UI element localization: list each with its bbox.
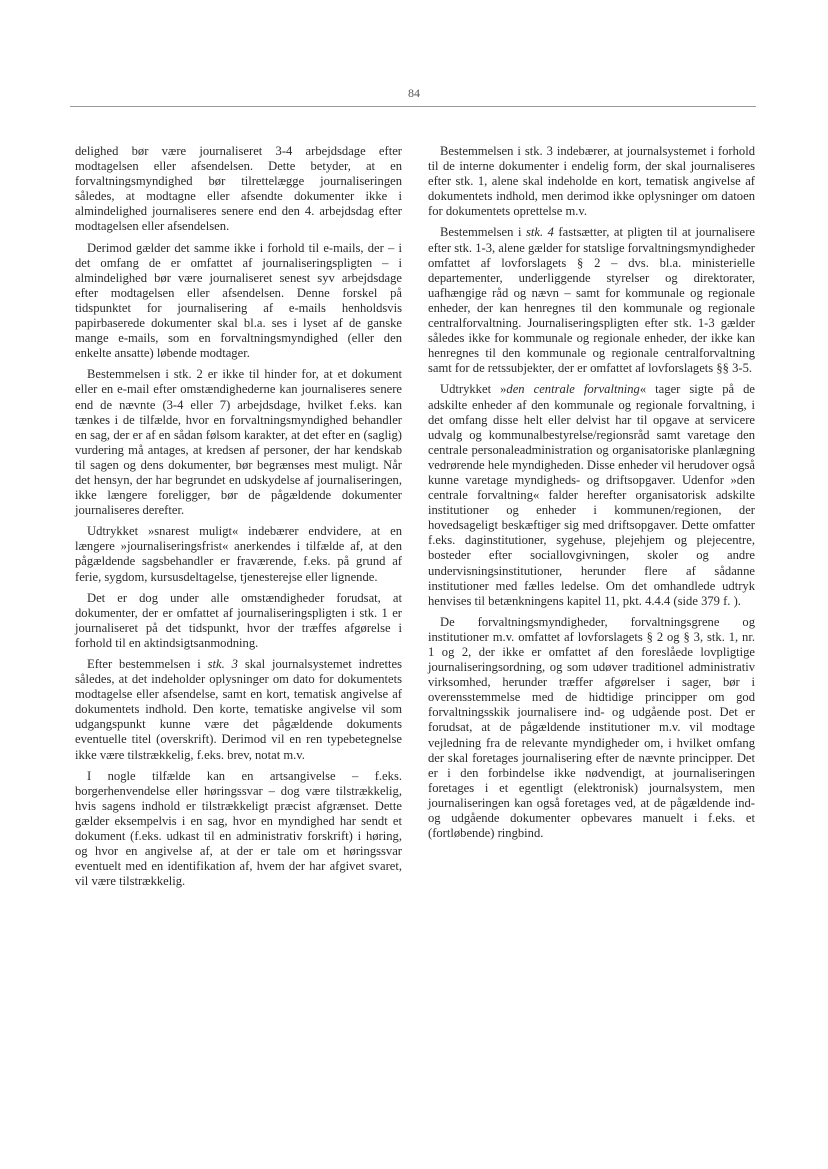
paragraph: Det er dog under alle omstændigheder forudsat, at dokumenter, der er omfattet af journaliseringspligten i stk. 1 er journaliseret på det tidspunkt, hvor der træffes afgørelse i forhold til en aktindsigtsanmodning. xyxy=(75,590,402,650)
text-run: Udtrykket » xyxy=(440,382,507,397)
paragraph: delighed bør være journaliseret 3-4 arbejdsdage efter modtagelsen eller afsendelsen. Dette betyder, at en forvaltningsmyndighed bør tilrettelægge journaliseringen således, at modtagne eller afsendte dokumenter ikke i almindelighed journaliseres senere end den 4. arbejdsdag efter modtagelsen eller afsendelsen. xyxy=(75,144,402,234)
paragraph: I nogle tilfælde kan en artsangivelse – f.eks. borgerhenvendelse eller høringssvar – dog være tilstrækkelig, hvis sagens indhold er tilstrækkeligt præcist afgrænset. Dette gælder eksempelvis i en sag, hvor en myndighed har sendt et dokument (f.eks. udkast til en administrativ forskrift) i høring, og hvor en angivelse af, at der er tale om et høringssvar eventuelt med en identifikation af, hvem der har afgivet svaret, vil være tilstrækkelig. xyxy=(75,768,402,889)
right-column xyxy=(428,144,755,847)
paragraph: Bestemmelsen i stk. 2 er ikke til hinder for, at et dokument eller en e-mail efter omstændighederne kan journaliseres senere end de nævnte (3-4 eller 7) arbejdsdage, hvilket f.eks. kan tænkes i de tilfælde, hvor en forvaltningsmyndighed behandler en sag, der er af en sådan følsom karakter, at det efter en (saglig) vurdering må antages, at kredsen af personer, der har kendskab til sagen og dens dokumenter, bør begrænses mest muligt. Når det hensyn, der har begrundet en udskydelse af journaliseringen, ikke længere foreligger, bør de pågældende dokumenter journaliseres derefter. xyxy=(75,367,402,518)
paragraph: Derimod gælder det samme ikke i forhold til e-mails, der – i det omfang de er omfattet af journaliseringspligten – i almindelighed bør være journaliseret senest syv arbejdsdage efter modtagelsen eller afsendelsen. Denne forskel på tidspunktet for journalisering af e-mails henholdsvis papirbaserede dokumenter skal bl.a. ses i lyset af de ganske mange e-mails, som en forvaltningsmyndighed (eller den enkelte ansatte) løbende modtager. xyxy=(75,240,402,361)
paragraph xyxy=(428,382,755,608)
page-number: 84 xyxy=(408,86,420,100)
left-column xyxy=(75,144,402,895)
emphasis-text: stk. 4 xyxy=(525,225,554,240)
paragraph xyxy=(428,225,755,376)
text-run: Efter bestemmelsen i xyxy=(87,657,208,671)
paragraph: Bestemmelsen i stk. 3 indebærer, at journalsystemet i forhold til de interne dokumenter i endelig form, der skal journaliseres efter stk. 1, alene skal indeholde en kort, tematisk angivelse af dokumentets indhold, men derimod ikke oplysninger om datoen for dokumentets oprettelse m.v. xyxy=(428,144,755,219)
text-run: Bestemmelsen i xyxy=(440,225,526,240)
text-run: skal journalsystemet indrettes således, at det indeholder oplysninger om dato for dokumentets modtagelse eller afsendelse, samt en kort, tematisk angivelse af dokumentets indhold. Den korte, tematiske angivelse vil som udgangspunkt kunne være det pågældende dokuments eventuelle titel (overskrift). Derimod vil en ren typebetegnelse ikke være tilstrækkelig, f.eks. brev, notat m.v. xyxy=(75,657,402,762)
paragraph: De forvaltningsmyndigheder, forvaltningsgrene og institutioner m.v. omfattet af lovforslagets § 2 og § 3, stk. 1, nr. 1 og 2, der ikke er omfattet af den foreslåede lovpligtige journaliseringsordning, og som udøver traditionel administrativ virksomhed, herunder træffer afgørelser i sager, bør i overensstemmelse med de hidtidige principper om god forvaltningsskik journalisere ind- og udgående post. Det er forudsat, at de pågældende institutioner m.v. vil modtage vejledning fra de relevante myndigheder om, i hvilket omfang der skal foretages journalisering efter de nævnte principper. Det er i den forbindelse ikke nødvendigt, at journaliseringen foretages i et egentligt (elektronisk) journalsystem, men journaliseringen kan også foretages ved, at de pågældende ind- og udgående dokumenter opbevares manuelt i f.eks. et (fortløbende) ringbind. xyxy=(428,614,755,841)
paragraph xyxy=(75,657,402,763)
header-rule xyxy=(70,106,756,107)
text-run: fastsætter, at pligten til at journalisere efter stk. 1-3, alene gælder for statslige forvaltningsmyndigheder omfattet af lovforslagets § 2 – dvs. bl.a. ministerielle departementer, underliggende styrelser og direktorater, uafhængige råd og nævn – samt for kommunale og regionale enheder, der kan henregnes til den kommunale og regionale centralforvaltning. Journaliseringspligten efter stk. 1-3 gælder således ikke for kommunale og regionale enheder, der ikke kan henregnes til den kommunale og regionale centralforvaltning samt for de retssubjekter, der er omfattet af lovforslagets §§ 3-5. xyxy=(428,225,755,376)
emphasis-text: den centrale forvaltning xyxy=(506,382,640,397)
emphasis-text: stk. 3 xyxy=(207,657,238,671)
text-run: « tager sigte på de adskilte enheder af den kommunale og regionale forvaltning, i det omfang disse helt eller delvist har til opgave at servicere udvalg og kommunalbestyrelse/regionsråd samt varetage den centrale personaleadministration og organisatoriske planlægning vedrørende hele myndigheden. Disse enheder vil herudover også kunne varetage myndigheds- og driftsopgaver. Udenfor »den centrale forvaltning« falder herefter organisatorisk adskilte institutioner og enheder i kommunen/regionen, der hovedsageligt beskæftiger sig med driftsopgaver. Dette omfatter f.eks. daginstitutioner, sygehuse, plejehjem og plejecentre, bosteder efter sociallovgivningen, skoler og andre undervisningsinstitutioner, herunder flere af sådanne institutioner med fælles ledelse. Om det omhandlede udtryk henvises til betænkningens kapitel 11, pkt. 4.4.4 (side 379 f. ). xyxy=(428,382,755,608)
paragraph: Udtrykket »snarest muligt« indebærer endvidere, at en længere »journaliseringsfrist« anerkendes i tilfælde af, at den pågældende sagsbehandler er fraværende, f.eks. på grund af ferie, sygdom, kursusdeltagelse, tjenesterejse eller lignende. xyxy=(75,524,402,584)
